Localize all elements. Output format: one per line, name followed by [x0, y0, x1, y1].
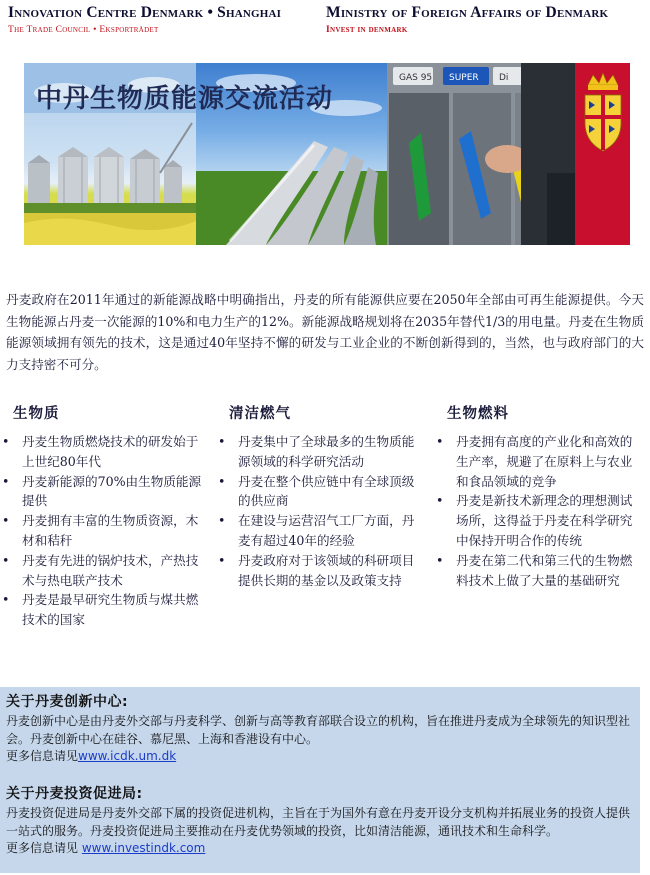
column-title-biofuel: 生物燃料 — [447, 406, 509, 422]
about-icdk-body: 丹麦创新中心是由丹麦外交部与丹麦科学、创新与高等教育部联合设立的机构，旨在推进丹麦成为全球领先的知识型社会。丹麦创新中心在硅谷、慕尼黑、上海和香港设有中心。 — [6, 714, 631, 746]
list-item: • 丹麦有先进的锅炉技术，产热技术与热电联产技术 — [2, 551, 204, 591]
intro-paragraph: 丹麦政府在2011年通过的新能源战略中明确指出，丹麦的所有能源供应要在2050年全部由可再生能源提供。今天生物能源占丹麦一次能源的10%和电力生产的12%。新能源战略规划将在2035年替代1/3的用电量。丹麦在生物质能源领域拥有领先的技术，这是通过40年坚持不懈的研发与工业企业的不断创新得到的，当然，也与政府部门的大力支持密不可分。 — [6, 292, 644, 372]
sign-diesel: Di — [499, 73, 509, 83]
list-item: • 丹麦在整个供应链中有全球顶级的供应商 — [218, 472, 420, 512]
invest-more-info-label: 更多信息请见 — [6, 841, 79, 855]
header-left — [8, 4, 281, 35]
list-item: • 丹麦政府对于该领域的科研项目提供长期的基金以及政策支持 — [218, 551, 420, 591]
list-item: • 丹麦拥有丰富的生物质资源，木材和秸秆 — [2, 511, 204, 551]
column-title-biomass: 生物质 — [13, 406, 60, 422]
column-clean-gas — [218, 402, 420, 590]
fuel-pump-image — [387, 63, 575, 245]
invest-in-denmark-label: Invest in denmark — [326, 25, 408, 35]
list-item: • 丹麦在第二代和第三代的生物燃料技术上做了大量的基础研究 — [436, 551, 640, 591]
sign-gas-95: GAS 95 — [399, 73, 433, 83]
about-invest-body: 丹麦投资促进局是丹麦外交部下属的投资促进机构，主旨在于为国外有意在丹麦开设分支机构并拓展业务的投资人提供一站式的服务。丹麦投资促进局主要推动在丹麦优势领域的投资，比如清洁能源，通讯技术和生命科学。 — [6, 806, 631, 838]
footer-info-box — [0, 687, 640, 873]
about-invest — [6, 783, 634, 858]
column-title-clean-gas: 清洁燃气 — [229, 406, 291, 422]
invest-link[interactable]: www.investindk.com — [81, 841, 206, 855]
list-item: • 丹麦集中了全球最多的生物质能源领域的科学研究活动 — [218, 432, 420, 472]
column-biomass — [2, 402, 204, 630]
list-item: • 在建设与运营沼气工厂方面，丹麦有超过40年的经验 — [218, 511, 420, 551]
list-item: • 丹麦是最早研究生物质与煤共燃技术的国家 — [2, 590, 204, 630]
about-invest-title: 关于丹麦投资促进局: — [6, 786, 143, 802]
denmark-flag — [575, 63, 630, 245]
column-biofuel — [436, 402, 640, 590]
header-right — [326, 4, 608, 35]
org-name-ministry: Ministry of Foreign Affairs of Denmark — [326, 4, 609, 21]
list-item: • 丹麦是新技术新理念的理想测试场所，这得益于丹麦在科学研究中保持开明合作的传统 — [436, 491, 640, 550]
org-name-icdk: Innovation Centre Denmark • Shanghai — [8, 4, 282, 21]
sign-super: SUPER — [449, 73, 479, 83]
list-item: • 丹麦生物质燃烧技术的研发始于上世纪80年代 — [2, 432, 204, 472]
trade-council-label: The Trade Council • Eksportrådet — [8, 25, 159, 35]
list-item: • 丹麦拥有高度的产业化和高效的生产率，规避了在原料上与农业和食品领域的竞争 — [436, 432, 640, 491]
about-icdk — [6, 691, 634, 766]
icdk-link[interactable]: www.icdk.um.dk — [78, 749, 177, 763]
banner — [24, 63, 630, 245]
list-item: • 丹麦新能源的70%由生物质能源提供 — [2, 472, 204, 512]
about-icdk-title: 关于丹麦创新中心: — [6, 694, 129, 710]
event-title: 中丹生物质能源交流活动 — [36, 84, 334, 114]
icdk-more-info-label: 更多信息请见 — [6, 749, 79, 763]
